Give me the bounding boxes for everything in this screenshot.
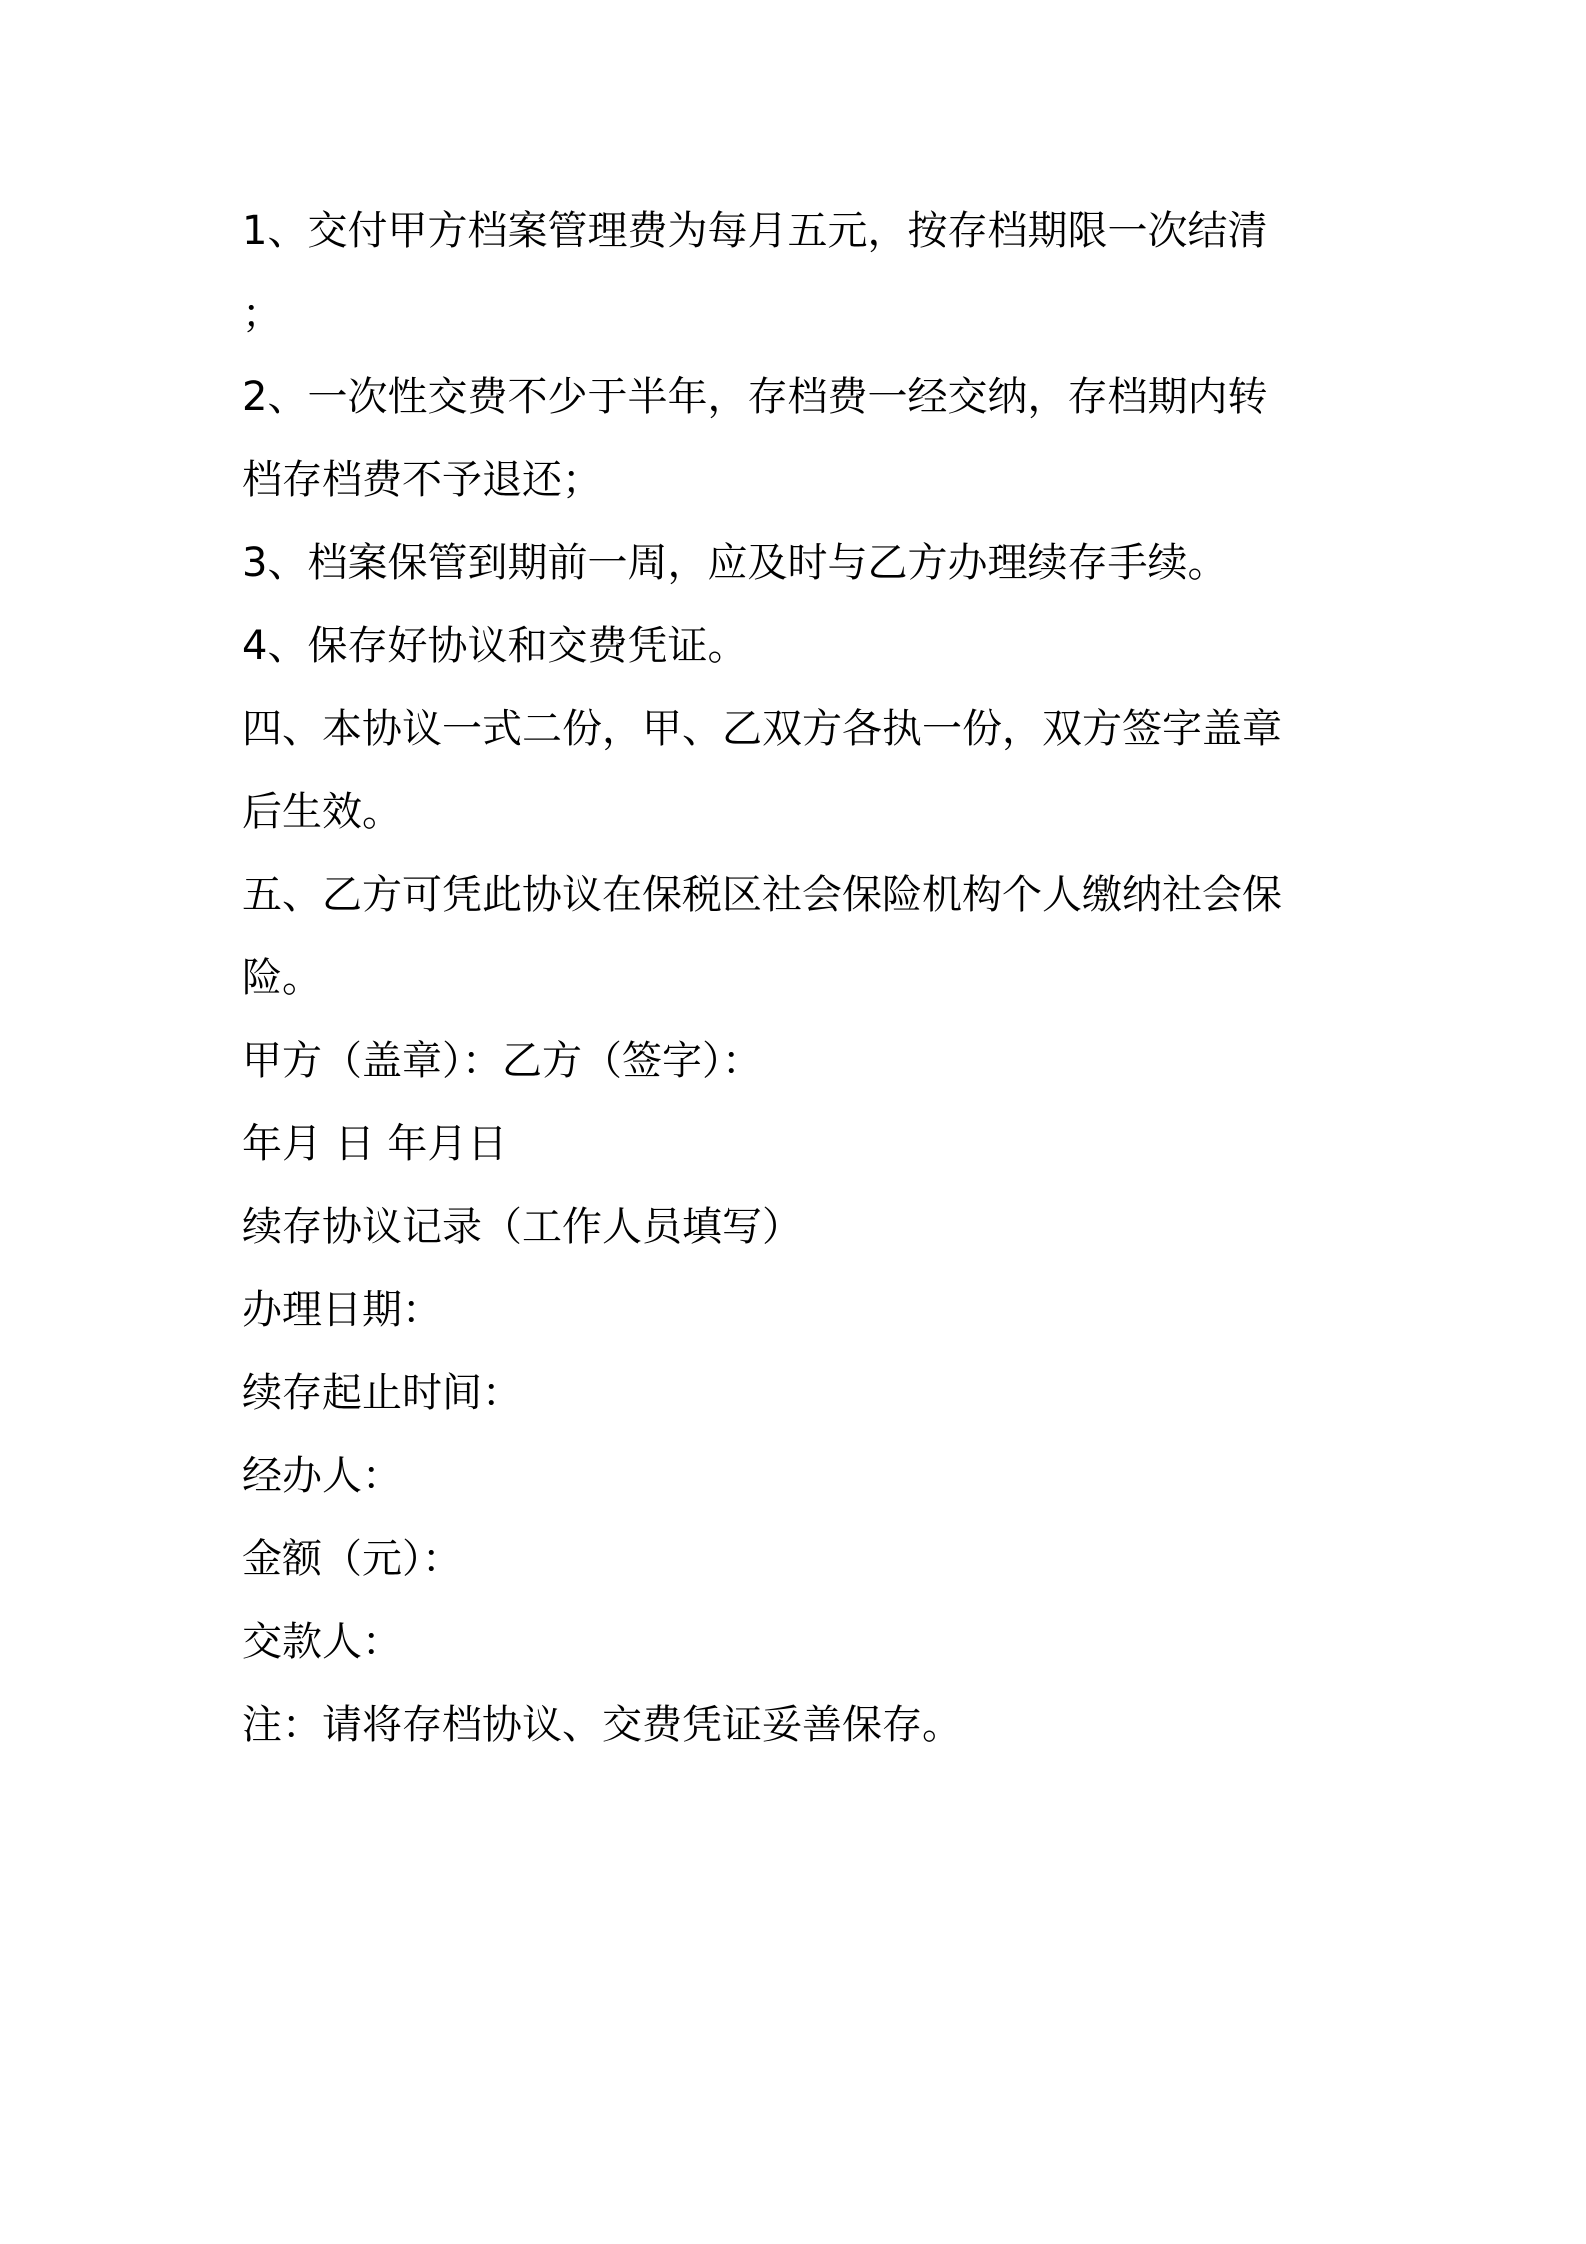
- section-4-line-1: 四、本协议一式二份，甲、乙双方各执一份，双方签字盖章: [242, 706, 1282, 752]
- note-line: 注：请将存档协议、交费凭证妥善保存。: [242, 1702, 962, 1748]
- clause-2-line-2: 档存档费不予退还；: [242, 457, 602, 503]
- section-5-line-2: 险。: [242, 955, 322, 1001]
- amount-field: 金额（元）：: [242, 1536, 462, 1582]
- date-line: 年月 日 年月日: [242, 1121, 508, 1167]
- clause-2-line-1: 2、一次性交费不少于半年，存档费一经交纳，存档期内转: [242, 374, 1268, 420]
- payer-field: 交款人：: [242, 1619, 402, 1665]
- clause-1-line-1: 1、交付甲方档案管理费为每月五元，按存档期限一次结清: [242, 208, 1268, 254]
- clause-1-line-2: ；: [242, 291, 282, 337]
- processing-date-field: 办理日期：: [242, 1287, 442, 1333]
- clause-4: 4、保存好协议和交费凭证。: [242, 623, 748, 669]
- document-body: [242, 190, 1362, 1767]
- handler-field: 经办人：: [242, 1453, 402, 1499]
- renewal-period-field: 续存起止时间：: [242, 1370, 522, 1416]
- section-5-line-1: 五、乙方可凭此协议在保税区社会保险机构个人缴纳社会保: [242, 872, 1282, 918]
- section-4-line-2: 后生效。: [242, 789, 402, 835]
- signature-line: 甲方（盖章）：乙方（签字）：: [242, 1038, 762, 1084]
- renewal-record-title: 续存协议记录（工作人员填写）: [242, 1204, 802, 1250]
- clause-3: 3、档案保管到期前一周，应及时与乙方办理续存手续。: [242, 540, 1228, 586]
